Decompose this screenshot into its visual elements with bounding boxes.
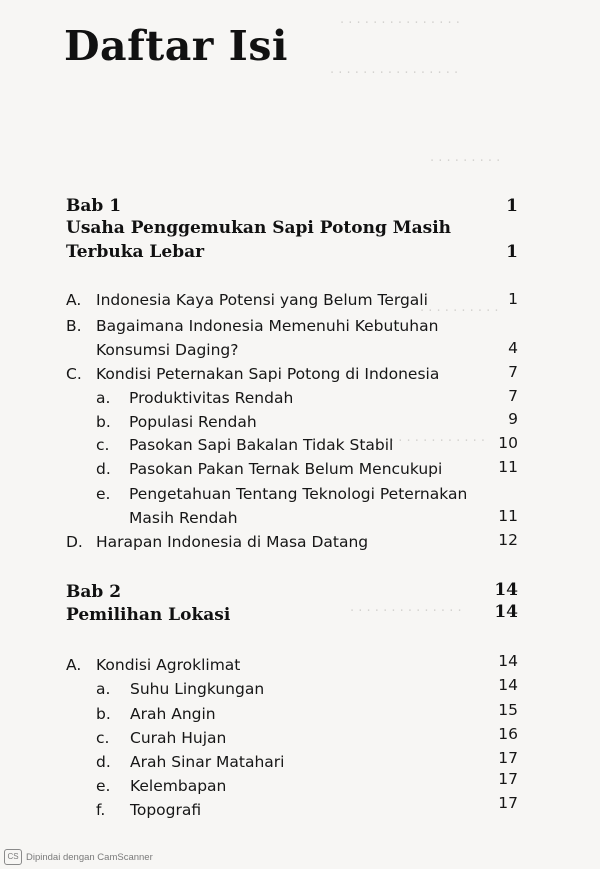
- toc-entry: Pengetahuan Tentang Teknologi Peternakan: [129, 485, 468, 503]
- toc-page-number: 9: [508, 410, 518, 428]
- chapter-page-number: 1: [506, 196, 518, 216]
- toc-page-number: 10: [498, 434, 518, 452]
- toc-entry: Arah Sinar Matahari: [130, 753, 285, 771]
- bleed-through-text: . . . . . . . . . .: [420, 300, 499, 315]
- toc-page-number: 7: [508, 387, 518, 405]
- toc-entry: Indonesia Kaya Potensi yang Belum Tergali: [96, 291, 428, 309]
- toc-entry: Masih Rendah: [129, 509, 238, 527]
- bleed-through-text: . . . . . . . . .: [430, 150, 501, 165]
- chapter-page-number: 14: [494, 580, 518, 600]
- entry-letter: a.: [96, 389, 111, 407]
- toc-entry: Pasokan Pakan Ternak Belum Mencukupi: [129, 460, 443, 478]
- toc-page-number: 17: [498, 749, 518, 767]
- toc-page-number: 11: [498, 507, 518, 525]
- entry-letter: d.: [96, 753, 111, 771]
- toc-entry: Konsumsi Daging?: [96, 341, 239, 359]
- entry-letter: C.: [66, 365, 82, 383]
- toc-entry: Kondisi Peternakan Sapi Potong di Indonesia: [96, 365, 440, 383]
- chapter-label: Bab 2: [66, 582, 122, 602]
- entry-letter: A.: [66, 291, 82, 309]
- bleed-through-text: . . . . . . . . . . . . . . .: [340, 12, 460, 27]
- toc-page-number: 4: [508, 339, 518, 357]
- scanner-watermark-text: Dipindai dengan CamScanner: [26, 851, 153, 863]
- toc-entry: Bagaimana Indonesia Memenuhi Kebutuhan: [96, 317, 439, 335]
- toc-entry: Pasokan Sapi Bakalan Tidak Stabil: [129, 436, 394, 454]
- toc-page-number: 16: [498, 725, 518, 743]
- camscanner-icon: CS: [4, 849, 22, 865]
- bleed-through-text: . . . . . . . . . . . .: [390, 430, 486, 445]
- chapter-label: Bab 1: [66, 196, 122, 216]
- entry-letter: c.: [96, 436, 110, 454]
- entry-letter: e.: [96, 485, 111, 503]
- toc-page-number: 11: [498, 458, 518, 476]
- chapter-title: Pemilihan Lokasi: [66, 605, 231, 625]
- entry-letter: D.: [66, 533, 83, 551]
- toc-page-number: 7: [508, 363, 518, 381]
- scanner-watermark: [4, 849, 153, 865]
- entry-letter: A.: [66, 656, 82, 674]
- toc-page-number: 12: [498, 531, 518, 549]
- chapter-title-page-number: 1: [506, 242, 518, 262]
- bleed-through-text: . . . . . . . . . . . . . . . .: [330, 62, 459, 77]
- entry-letter: c.: [96, 729, 110, 747]
- entry-letter: f.: [96, 801, 106, 819]
- toc-entry: Topografi: [130, 801, 202, 819]
- toc-entry: Suhu Lingkungan: [130, 680, 265, 698]
- entry-letter: e.: [96, 777, 111, 795]
- toc-page-number: 17: [498, 794, 518, 812]
- toc-entry: Curah Hujan: [130, 729, 227, 747]
- toc-entry: Harapan Indonesia di Masa Datang: [96, 533, 369, 551]
- entry-letter: b.: [96, 413, 111, 431]
- entry-letter: b.: [96, 705, 111, 723]
- entry-letter: B.: [66, 317, 82, 335]
- toc-page-number: 1: [508, 290, 518, 308]
- toc-page-number: 15: [498, 701, 518, 719]
- chapter-title: Usaha Penggemukan Sapi Potong Masih: [66, 218, 452, 238]
- entry-letter: a.: [96, 680, 111, 698]
- chapter-title: Terbuka Lebar: [66, 242, 205, 262]
- bleed-through-text: . . . . . . . . . . . . . .: [350, 600, 462, 615]
- toc-page-number: 17: [498, 770, 518, 788]
- toc-entry: Produktivitas Rendah: [129, 389, 294, 407]
- toc-entry: Arah Angin: [130, 705, 216, 723]
- page-title: Daftar Isi: [64, 22, 288, 70]
- toc-page-number: 14: [498, 652, 518, 670]
- toc-page-number: 14: [498, 676, 518, 694]
- entry-letter: d.: [96, 460, 111, 478]
- chapter-title-page-number: 14: [494, 602, 518, 622]
- toc-entry: Populasi Rendah: [129, 413, 257, 431]
- toc-entry: Kelembapan: [130, 777, 227, 795]
- toc-entry: Kondisi Agroklimat: [96, 656, 241, 674]
